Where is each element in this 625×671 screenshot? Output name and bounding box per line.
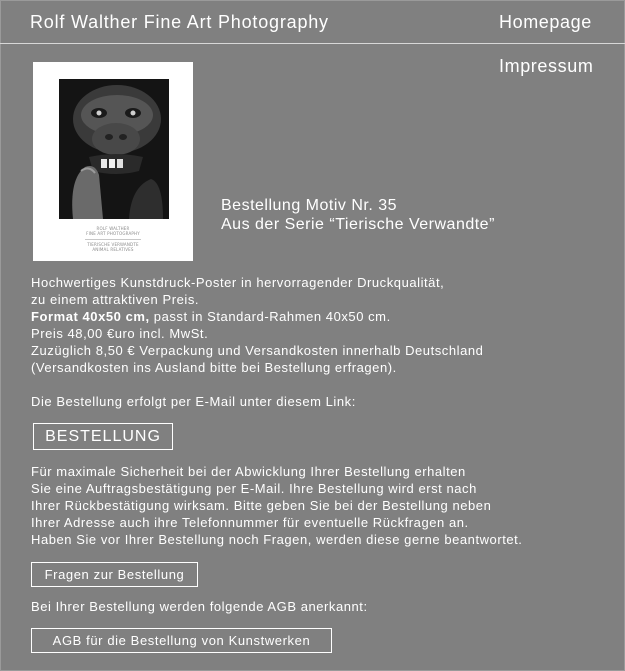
- format-line: [31, 308, 483, 325]
- poster-caption-series-de: TIERISCHE VERWANDTE: [87, 242, 139, 247]
- poster-caption-name: ROLF WALTHER: [96, 226, 130, 231]
- security-notice: [31, 463, 522, 548]
- shipping-line: Zuzüglich 8,50 € Verpackung und Versandkosten innerhalb Deutschland: [31, 343, 484, 358]
- site-title: Rolf Walther Fine Art Photography: [30, 12, 329, 32]
- security-line: Ihrer Adresse auch ihre Telefonnummer für eventuelle Rückfragen an.: [31, 515, 469, 530]
- order-link-intro: Die Bestellung erfolgt per E-Mail unter diesem Link:: [31, 394, 356, 409]
- nav-impressum-link[interactable]: Impressum: [499, 56, 594, 76]
- description-line: Hochwertiges Kunstdruck-Poster in hervorragender Druckqualität,: [31, 275, 445, 290]
- order-motif-number: Bestellung Motiv Nr. 35: [221, 197, 398, 214]
- security-line: Für maximale Sicherheit bei der Abwicklung Ihrer Bestellung erhalten: [31, 464, 466, 479]
- poster-caption-series-en: ANIMAL RELATIVES: [92, 247, 134, 252]
- poster-thumbnail: [33, 62, 193, 261]
- shipping-abroad-line: (Versandkosten ins Ausland bitte bei Bestellung erfragen).: [31, 360, 397, 375]
- product-description: [31, 274, 483, 376]
- questions-button[interactable]: Fragen zur Bestellung: [31, 562, 198, 587]
- gorilla-image-icon: [59, 79, 169, 219]
- gorilla-photo: [59, 79, 169, 219]
- order-button[interactable]: BESTELLUNG: [33, 423, 173, 450]
- security-line: Sie eine Auftragsbestätigung per E-Mail. Ihre Bestellung wird erst nach: [31, 481, 477, 496]
- security-line: Ihrer Rückbestätigung wirksam. Bitte geben Sie bei der Bestellung neben: [31, 498, 492, 513]
- header-divider: [0, 43, 625, 44]
- order-heading: [221, 196, 495, 234]
- agb-intro: Bei Ihrer Bestellung werden folgende AGB anerkannt:: [31, 599, 368, 614]
- security-line: Haben Sie vor Ihrer Bestellung noch Fragen, werden diese gerne beantwortet.: [31, 532, 523, 547]
- format-bold: Format 40x50 cm,: [31, 309, 150, 324]
- poster-caption-studio: FINE ART PHOTOGRAPHY: [86, 231, 140, 236]
- price-line: Preis 48,00 €uro incl. MwSt.: [31, 326, 209, 341]
- format-rest: passt in Standard-Rahmen 40x50 cm.: [149, 309, 391, 324]
- description-line: zu einem attraktiven Preis.: [31, 292, 200, 307]
- nav-homepage-link[interactable]: Homepage: [499, 12, 592, 32]
- agb-button[interactable]: AGB für die Bestellung von Kunstwerken: [31, 628, 332, 653]
- poster-caption-divider: [85, 239, 141, 240]
- order-series-name: Aus der Serie “Tierische Verwandte”: [221, 216, 495, 233]
